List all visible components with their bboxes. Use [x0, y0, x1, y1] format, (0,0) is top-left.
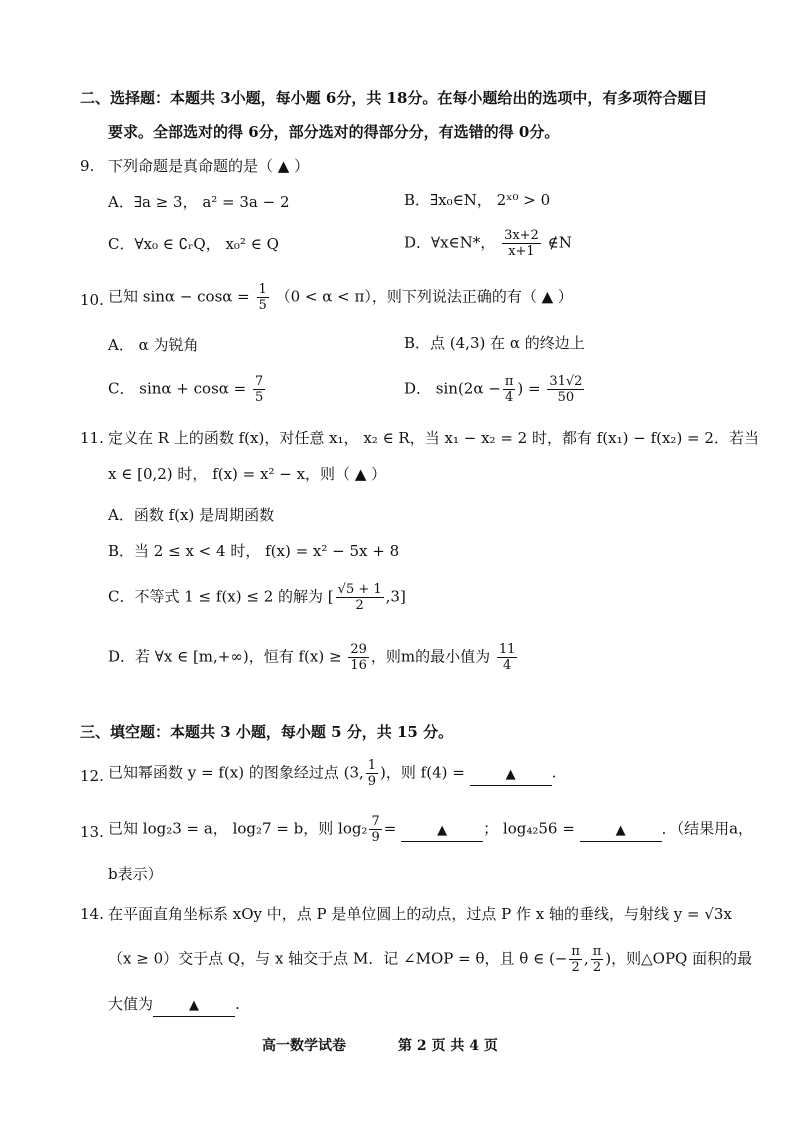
q11-stem-line2: x ∈ [0,2) 时， f(x) = x² − x，则（ ▲ ） [108, 465, 387, 483]
q14-fraction-2 [591, 944, 604, 975]
fraction-denominator: 4 [504, 390, 514, 405]
section-3-heading: 三、填空题：本题共 3 小题，每小题 5 分，共 15 分。 [80, 723, 454, 741]
q9-option-d-fraction [502, 228, 541, 259]
q13-number: 13. [80, 823, 104, 841]
q10-number: 10. [80, 291, 104, 309]
q10-stem-pre: 已知 sinα − cosα = [108, 287, 250, 306]
fraction-denominator: 2 [355, 598, 364, 613]
q11-number: 11. [80, 429, 104, 447]
section-2-heading-cont: 要求。全部选对的得 6分，部分选对的得部分分，有选错的得 0分。 [108, 123, 560, 141]
q11-option-d-fraction-1 [348, 642, 369, 673]
q11-option-c-fraction [336, 582, 384, 613]
fraction-denominator: 2 [592, 960, 602, 975]
q14-answer-blank[interactable]: ▲ [153, 996, 235, 1017]
q14-stem-line3-pre: 大值为 [108, 995, 154, 1013]
q10-stem-post: （0 < α < π），则下列说法正确的有（ ▲ ） [275, 287, 573, 306]
q12-stem-pre: 已知幂函数 y = f(x) 的图象经过点 (3, [108, 763, 364, 782]
q10-option-c-fraction [253, 374, 265, 405]
q9-stem: 下列命题是真命题的是（ ▲ ） [108, 157, 310, 175]
q9-option-a: A．∃a ≥ 3， a² = 3a − 2 [108, 193, 290, 211]
q10-option-a: A． α 为锐角 [108, 336, 199, 354]
fraction-numerator: 7 [255, 374, 264, 389]
fraction-denominator: 4 [503, 658, 512, 673]
q14-stem-line2-pre: （x ≥ 0）交于点 Q，与 x 轴交于点 M．记 ∠MOP = θ，且 θ ∈ (− [108, 949, 568, 968]
q11-option-d [108, 642, 519, 673]
q10-stem-fraction [257, 282, 269, 313]
fraction-denominator: 5 [258, 298, 267, 313]
q10-option-d-fraction-2 [547, 374, 584, 405]
q11-option-d-fraction-2 [497, 642, 518, 673]
q14-end: . [235, 995, 240, 1013]
q11-option-c-post: ,3] [385, 587, 406, 606]
q13-stem-line2: b表示） [108, 865, 163, 883]
q11-option-d-pre: D．若 ∀x ∈ [m,+∞)，恒有 f(x) ≥ [108, 647, 342, 666]
footer-exam-title: 高一数学试卷 [262, 1038, 346, 1054]
q12-stem-post: )，则 f(4) = [380, 763, 465, 782]
fraction-denominator: 9 [367, 774, 377, 789]
fraction-numerator: π [504, 374, 514, 389]
fraction-numerator: √5 + 1 [337, 582, 382, 597]
q13-fraction [369, 814, 381, 845]
fraction-denominator: 2 [571, 960, 580, 975]
q10-stem [108, 282, 573, 313]
q10-option-b: B．点 (4,3) 在 α 的终边上 [404, 334, 585, 352]
fraction-numerator: 29 [350, 642, 367, 657]
q10-option-d-mid: ) = [517, 379, 541, 398]
q14-stem-line2-post: )，则△OPQ 面积的最 [605, 949, 753, 968]
q9-option-d-post: ∉N [547, 233, 572, 252]
q9-option-d [404, 228, 572, 259]
q10-option-c [108, 374, 267, 405]
q12-stem [108, 758, 556, 789]
q13-answer-blank-1[interactable]: ▲ [401, 821, 483, 842]
q9-option-d-pre: D．∀x∈N*， [404, 233, 496, 252]
q12-answer-blank[interactable]: ▲ [470, 765, 552, 786]
fraction-numerator: 7 [371, 814, 380, 829]
q14-fraction-1 [569, 944, 582, 975]
fraction-denominator: 50 [557, 390, 575, 405]
fraction-numerator: 1 [258, 282, 267, 297]
q12-number: 12. [80, 767, 104, 785]
q14-stem-line1: 在平面直角坐标系 xOy 中，点 P 是单位圆上的动点，过点 P 作 x 轴的垂线，与射线 y = √3x [108, 905, 732, 923]
q13-stem [108, 814, 753, 845]
q13-stem-pre: 已知 log₂3 = a， log₂7 = b，则 log₂ [108, 819, 368, 838]
q11-option-b: B．当 2 ≤ x < 4 时， f(x) = x² − 5x + 8 [108, 542, 400, 560]
q14-number: 14. [80, 905, 104, 923]
fraction-numerator: 3x+2 [504, 228, 539, 243]
q10-option-d [404, 374, 586, 405]
q12-end: . [551, 763, 557, 782]
q14-comma: , [583, 949, 589, 968]
fraction-denominator: 5 [255, 390, 264, 405]
q9-option-c: C．∀x₀ ∈ ∁ᵣQ， x₀² ∈ Q [108, 235, 279, 253]
q13-stem-mid: ； log₄₂56 = [483, 819, 575, 838]
q11-option-d-mid: ，则m的最小值为 [370, 647, 491, 666]
section-2-heading: 二、选择题：本题共 3小题，每小题 6分，共 18分。在每小题给出的选项中，有多项符合题目 [80, 89, 708, 107]
fraction-denominator: x+1 [508, 244, 535, 259]
q13-stem-post: ．（结果用a， [661, 819, 754, 838]
q10-option-d-pre: D． sin(2α − [404, 379, 501, 398]
footer-page-number: 第 2 页 共 4 页 [398, 1038, 498, 1054]
q10-option-d-fraction-1 [503, 374, 516, 405]
q9-option-b: B．∃x₀∈N， 2ˣ⁰ > 0 [404, 191, 551, 209]
q9-number: 9. [80, 157, 95, 175]
q13-equals: = [383, 819, 397, 838]
fraction-numerator: π [571, 944, 580, 959]
fraction-numerator: 11 [498, 642, 516, 657]
fraction-numerator: π [592, 944, 602, 959]
q14-stem-line2 [108, 944, 752, 975]
q11-option-a: A．函数 f(x) 是周期函数 [108, 506, 275, 524]
q11-option-c-pre: C．不等式 1 ≤ f(x) ≤ 2 的解为 [ [108, 587, 334, 606]
q13-answer-blank-2[interactable]: ▲ [580, 821, 662, 842]
fraction-numerator: 31√2 [549, 374, 583, 389]
fraction-denominator: 16 [350, 658, 367, 673]
q12-fraction [366, 758, 378, 789]
q11-option-c [108, 582, 406, 613]
q10-option-c-pre: C． sinα + cosα = [108, 379, 247, 398]
q14-stem-line3 [108, 994, 240, 1017]
fraction-denominator: 9 [371, 830, 380, 845]
fraction-numerator: 1 [367, 758, 377, 773]
q11-stem-line1: 定义在 R 上的函数 f(x)，对任意 x₁， x₂ ∈ R，当 x₁ − x₂ = 2 时，都有 f(x₁) − f(x₂) = 2．若当 [108, 429, 759, 447]
